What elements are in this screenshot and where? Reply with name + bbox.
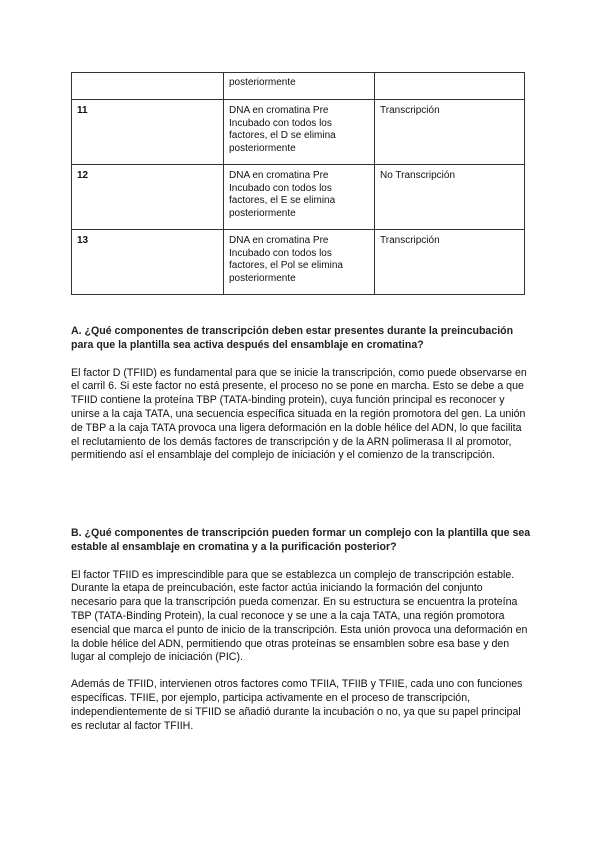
answer-b-paragraph-2: Además de TFIID, intervienen otros factores como TFIIA, TFIIB y TFIIE, cada uno con funciones específicas. TFIIE, por ejemplo, participa activamente en el proceso de transcripción, independientemente de si TFIID se añadió durante la incubación o no, ya que su papel principal es reclutar al factor TFIIH. [71,678,523,732]
section-a [71,325,531,463]
table-row [72,73,525,100]
answer-b-paragraph-1: El factor TFIID es imprescindible para que se establezca un complejo de transcripción estable. Durante la etapa de preincubación, este factor actúa iniciando la formación del conjunto necesario para que la transcripción pueda comenzar. En su estructura se encuentra la proteína TBP (TATA-Binding Protein), la cual reconoce y se une a la caja TATA, una región promotora esencial que marca el punto de inicio de la transcripción. Esta unión provoca una deformación en la doble hélice del ADN, permitiendo que otras proteínas se ensamblen sobre esa base y den lugar al complejo de iniciación (PIC). [71,568,528,664]
table-row [72,230,525,295]
experiment-table [71,72,525,295]
lane-number: 12 [72,165,224,230]
result-cell: Transcripción [375,100,525,165]
lane-number: 11 [72,100,224,165]
question-a-heading: A. ¿Qué componentes de transcripción deben estar presentes durante la preincubación para que la plantilla sea activa después del ensamblaje en cromatina? [71,325,514,351]
section-b [71,527,531,733]
result-cell [375,73,525,100]
lane-number [72,73,224,100]
result-cell: Transcripción [375,230,525,295]
lane-number: 13 [72,230,224,295]
condition-cell: DNA en cromatina Pre Incubado con todos los factores, el E se elimina posteriormente [224,165,375,230]
result-cell: No Transcripción [375,165,525,230]
answer-a-paragraph: El factor D (TFIID) es fundamental para que se inicie la transcripción, como puede observarse en el carril 6. Si este factor no está presente, el proceso no se pone en marcha. Esto se debe a que TFIID contiene la proteína TBP (TATA-binding protein), cuya función principal es reconocer y unirse a la caja TATA, una secuencia específica situada en la región promotora del gen. La unión de TBP a la caja TATA provoca una ligera deformación en la doble hélice del ADN, lo que facilita el reclutamiento de los demás factores de transcripción y de la ARN polimerasa II al promotor, permitiendo así el ensamblaje del complejo de iniciación y el comienzo de la transcripción. [71,366,527,462]
table-row [72,165,525,230]
condition-cell: DNA en cromatina Pre Incubado con todos los factores, el D se elimina posteriormente [224,100,375,165]
condition-cell: posteriormente [224,73,375,100]
condition-cell: DNA en cromatina Pre Incubado con todos los factores, el Pol se elimina posteriormente [224,230,375,295]
question-b-heading: B. ¿Qué componentes de transcripción pueden formar un complejo con la plantilla que sea estable al ensamblaje en cromatina y a la purificación posterior? [71,527,531,553]
table-row [72,100,525,165]
